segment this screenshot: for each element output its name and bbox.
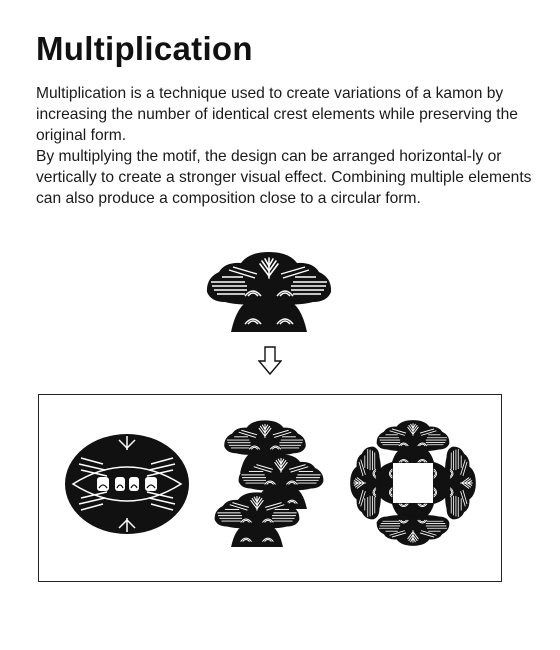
vertical-pine-crest-icon [213, 419, 329, 547]
description [36, 83, 536, 209]
pine-crest-icon [204, 250, 334, 332]
page-title: Multiplication [36, 30, 253, 67]
down-arrow-icon [258, 346, 282, 376]
paragraph-intro: Multiplication is a technique used to create variations of a kamon by increasing the number of identical crest elements while preserving the original form. [36, 85, 518, 144]
paragraph-detail: By multiplying the motif, the design can be arranged horizontal-ly or vertically to create a stronger visual effect. Combining multiple elements can also produce a composition close to a circular form. [36, 148, 532, 207]
circular-pine-crest-icon [349, 419, 477, 547]
horizontal-pine-crest-icon [63, 431, 191, 537]
variants-frame [38, 394, 502, 582]
